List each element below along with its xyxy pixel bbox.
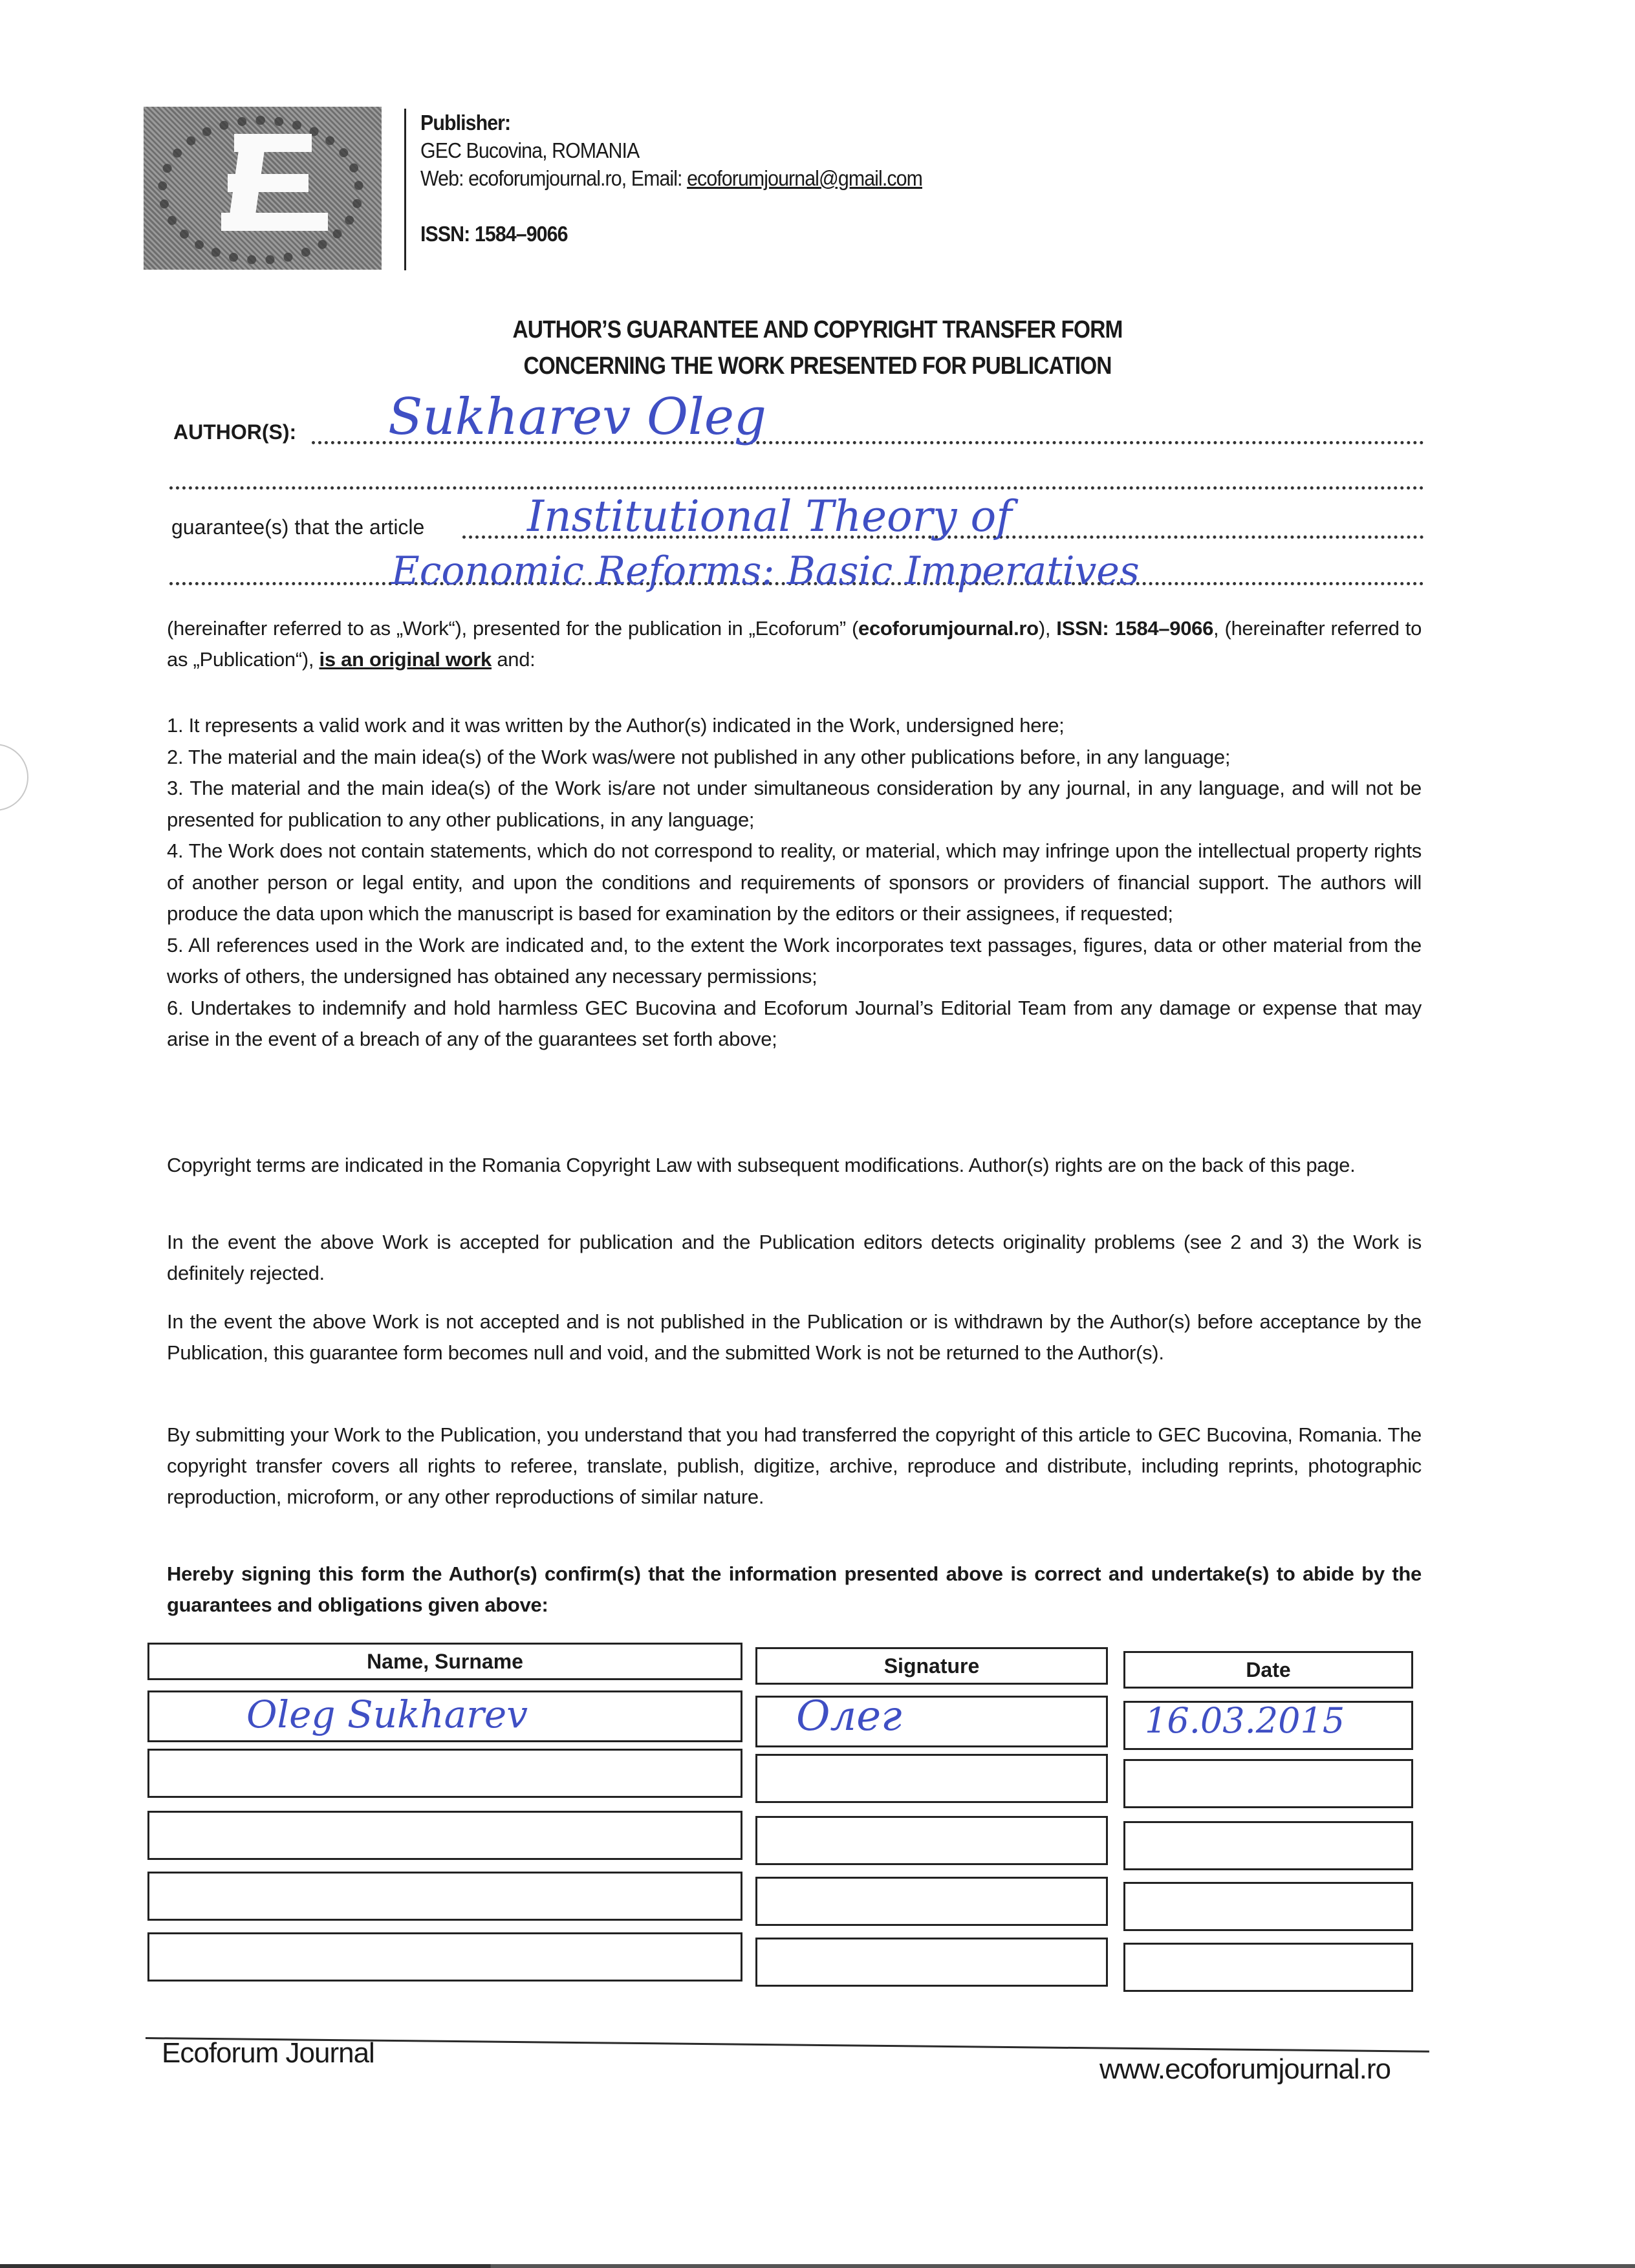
guarantee-item: 4. The Work does not contain statements, which do not correspond to reality, or material, which may infringe upon the intellectual property rights of another person or legal entity, and upon the conditions and requirements of sponsors or providers of financial support. The authors will produce the data upon which the manuscript is based for examination by the editors or their assignees, if requested; xyxy=(167,839,1422,925)
form-title xyxy=(0,312,1635,384)
confirm-paragraph: Hereby signing this form the Author(s) confirm(s) that the information presented above is correct and undertake(s) to abide by the guarantees and obligations given above: xyxy=(167,1562,1422,1616)
transfer-paragraph: By submitting your Work to the Publication, you understand that you had transferred the copyright of this article to GEC Bucovina, Romania. The copyright transfer covers all rights to referee, translate, publish, digitize, archive, reproduce and distribute, including reprints, photographic reproduction, microform, or any other reproductions of similar nature. xyxy=(167,1423,1422,1508)
intro-text-1: (hereinafter referred to as „Work“), presented for the publication in „Ecoforum” ( xyxy=(167,617,859,640)
web-text: Web: ecoforumjournal.ro, Email: xyxy=(420,166,688,190)
issn: ISSN: 1584–9066 xyxy=(420,222,568,246)
publisher-name: GEC Bucovina, ROMANIA xyxy=(420,138,640,162)
intro-paragraph xyxy=(167,613,1422,675)
date-cell[interactable] xyxy=(1123,1759,1413,1808)
signature-cell[interactable] xyxy=(755,1692,1108,1747)
authors-label: AUTHOR(S): xyxy=(173,420,297,444)
publisher-block xyxy=(420,109,922,248)
intro-text-2: ), xyxy=(1038,617,1057,640)
date-cell[interactable] xyxy=(1123,1943,1413,1992)
logo-e-letter-icon xyxy=(208,134,331,231)
publisher-label: Publisher: xyxy=(420,111,511,135)
date-value: 16.03.2015 xyxy=(1145,1700,1345,1741)
signature-cell[interactable] xyxy=(755,1877,1108,1926)
footer-website-link[interactable]: www.ecoforumjournal.ro xyxy=(1099,2053,1391,2085)
punch-hole-mark xyxy=(0,744,28,811)
title-line-2: CONCERNING THE WORK PRESENTED FOR PUBLICATION xyxy=(523,352,1112,380)
name-value: Oleg Sukharev xyxy=(246,1692,528,1736)
name-cell[interactable] xyxy=(147,1932,742,1982)
accepted-paragraph: In the event the above Work is accepted for publication and the Publication editors detects originality problems (see 2 and 3) the Work is definitely rejected. xyxy=(167,1231,1422,1284)
name-cell[interactable] xyxy=(147,1872,742,1921)
guarantee-item: 2. The material and the main idea(s) of the Work was/were not published in any other publications before, in any language; xyxy=(167,745,1231,768)
name-cell[interactable] xyxy=(147,1690,742,1742)
guarantees-list xyxy=(167,710,1422,1055)
guarantee-item: 5. All references used in the Work are indicated and, to the extent the Work incorporates text passages, figures, data or other material from the works of others, the undersigned has obtained any necessary permissions; xyxy=(167,933,1422,988)
guarantee-item: 3. The material and the main idea(s) of the Work is/are not under simultaneous consideration by any journal, in any language, and will not be presented for publication to any other publications, in any language; xyxy=(167,777,1422,831)
name-cell[interactable] xyxy=(147,1749,742,1798)
guarantee-item: 6. Undertakes to indemnify and hold harmless GEC Bucovina and Ecoforum Journal’s Editorial Team from any damage or expense that may arise in the event of a breach of any of the guarantees set forth above; xyxy=(167,996,1422,1050)
header-divider xyxy=(404,109,406,270)
article-label: guarantee(s) that the article xyxy=(171,515,425,539)
authors-value[interactable]: Sukharev Oleg xyxy=(388,388,766,446)
name-cell[interactable] xyxy=(147,1811,742,1860)
article-title-line-1[interactable]: Institutional Theory of xyxy=(527,491,1012,541)
intro-text-4: and: xyxy=(492,648,536,671)
header-name-surname: Name, Surname xyxy=(147,1643,742,1680)
article-title-line-2[interactable]: Economic Reforms: Basic Imperatives xyxy=(391,548,1140,594)
not-accepted-paragraph: In the event the above Work is not accepted and is not published in the Publication or is withdrawn by the Author(s) before acceptance by the Publication, this guarantee form becomes null and void, and the submitted Work is not be returned to the Author(s). xyxy=(167,1310,1422,1364)
signature-cell[interactable] xyxy=(755,1938,1108,1987)
signature-cell[interactable] xyxy=(755,1754,1108,1803)
header-date: Date xyxy=(1123,1651,1413,1689)
signature-value: Олег xyxy=(796,1692,902,1740)
guarantee-item: 1. It represents a valid work and it was written by the Author(s) indicated in the Work, undersigned here; xyxy=(167,714,1065,737)
intro-original-work: is an original work xyxy=(319,648,492,671)
intro-site: ecoforumjournal.ro xyxy=(858,617,1039,640)
email-link[interactable]: ecoforumjournal@gmail.com xyxy=(687,166,922,190)
footer-journal-name: Ecoforum Journal xyxy=(162,2037,374,2069)
authors-dotted-line-2 xyxy=(169,486,1424,490)
copyright-paragraph: Copyright terms are indicated in the Romania Copyright Law with subsequent modifications. Author(s) rights are on the back of this page. xyxy=(167,1154,1356,1176)
scan-edge xyxy=(0,2264,1635,2268)
title-line-1: AUTHOR’S GUARANTEE AND COPYRIGHT TRANSFER FORM xyxy=(512,316,1123,343)
signature-cell[interactable] xyxy=(755,1816,1108,1865)
date-cell[interactable] xyxy=(1123,1882,1413,1931)
intro-text-3: , (hereinafter referred to as „Publication“), xyxy=(167,617,1422,671)
date-cell[interactable] xyxy=(1123,1701,1413,1750)
intro-issn: ISSN: 1584–9066 xyxy=(1056,617,1214,640)
date-cell[interactable] xyxy=(1123,1821,1413,1870)
journal-logo xyxy=(144,107,382,270)
publisher-contact xyxy=(420,164,922,192)
header-signature: Signature xyxy=(755,1647,1108,1685)
